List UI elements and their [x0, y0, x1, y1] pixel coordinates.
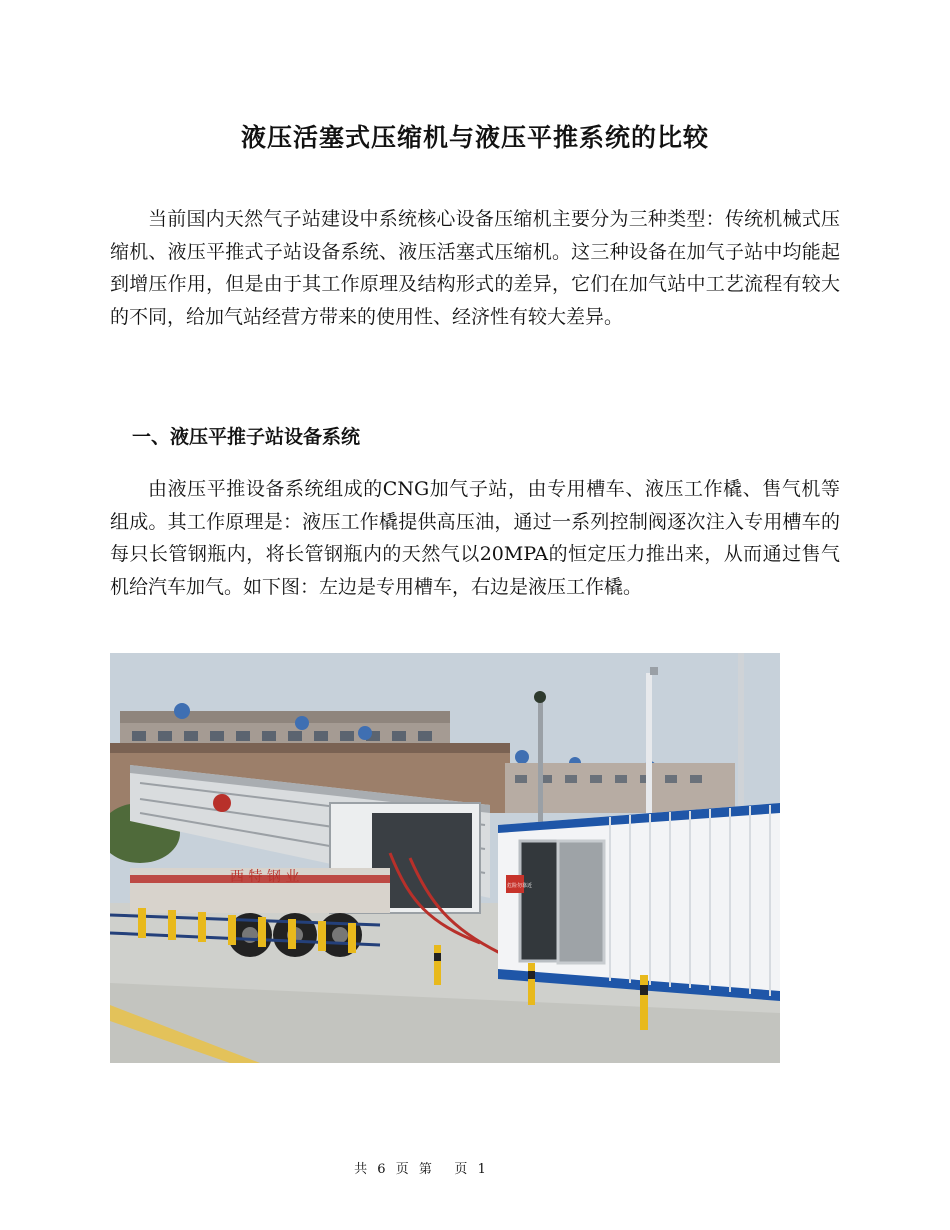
station-photo-illustration: [110, 653, 780, 1063]
footer-total-suffix: 页: [395, 1162, 409, 1177]
section-heading: 一、液压平推子站设备系统: [132, 426, 361, 448]
section-paragraph: 由液压平推设备系统组成的CNG加气子站，由专用槽车、液压工作橇、售气机等组成。其工作原理是：液压工作橇提供高压油，通过一系列控制阀逐次注入专用槽车的每只长管钢瓶内，将长管钢瓶内的天然气以20MPA的恒定压力推出来，从而通过售气机给汽车加气。如下图：左边是专用槽车，右边是液压工作橇。: [110, 478, 840, 598]
truck-lettering: 西 特 钢 业: [230, 869, 300, 885]
footer-total-pages: 6: [377, 1162, 386, 1177]
footer-current-suffix: 页: [454, 1162, 468, 1177]
page-footer: [0, 1158, 840, 1177]
warning-sign-lettering: 危险勿靠近: [507, 883, 533, 889]
footer-total-prefix: 共: [354, 1162, 368, 1177]
document-title: 液压活塞式压缩机与液压平推系统的比较: [240, 123, 709, 152]
footer-current-page: 1: [477, 1162, 486, 1177]
intro-paragraph: 当前国内天然气子站建设中系统核心设备压缩机主要分为三种类型：传统机械式压缩机、液压平推式子站设备系统、液压活塞式压缩机。这三种设备在加气子站中均能起到增压作用，但是由于其工作原理及结构形式的差异，它们在加气站中工艺流程有较大的不同，给加气站经营方带来的使用性、经济性有较大差异。: [110, 208, 840, 328]
footer-current-prefix: 第: [418, 1162, 432, 1177]
station-photo: [110, 653, 780, 1063]
